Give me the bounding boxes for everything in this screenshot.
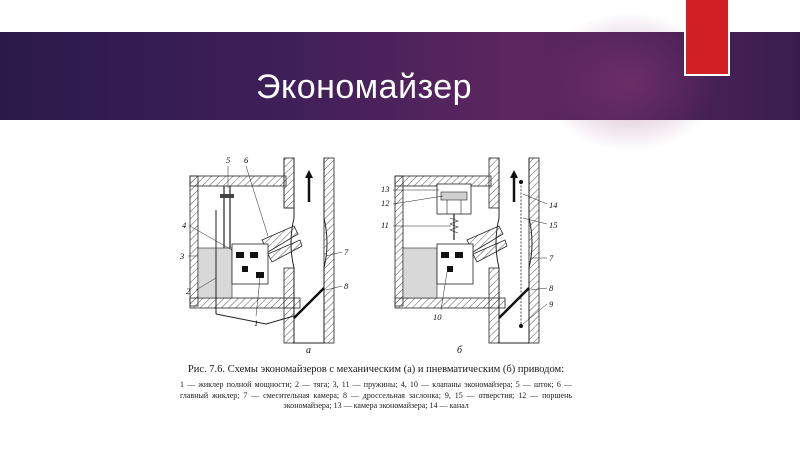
housing-left-wall — [190, 176, 198, 306]
mixing-chamber-wall — [324, 158, 334, 343]
callout-b-13: 13 — [381, 184, 390, 194]
callout-a-3: 3 — [180, 251, 185, 261]
carburetor-diagram — [176, 148, 576, 358]
callout-b-14: 14 — [549, 200, 558, 210]
callout-a-8: 8 — [344, 281, 349, 291]
housing-top-wall — [190, 176, 286, 186]
callout-b-12: 12 — [381, 198, 390, 208]
fuel-chamber — [198, 248, 232, 298]
callout-b-9: 9 — [549, 299, 554, 309]
accent-bar — [684, 0, 730, 76]
slide-title: Экономайзер — [256, 68, 473, 106]
diagram-b — [381, 158, 558, 356]
callout-b-11: 11 — [381, 220, 389, 230]
callout-b-8: 8 — [549, 283, 554, 293]
diagram-svg — [176, 148, 576, 358]
callout-a-2: 2 — [186, 286, 191, 296]
caption-title: Рис. 7.6. Схемы экономайзеров с механическим (а) и пневматическим (б) приводом: — [187, 364, 565, 375]
housing-bottom-wall — [190, 298, 300, 308]
callout-a-1: 1 — [254, 318, 259, 328]
callout-a-5: 5 — [226, 155, 231, 165]
callout-a-6: 6 — [244, 155, 249, 165]
diagram-a — [179, 155, 349, 356]
caption-legend: 1 — жиклер полной мощности; 2 — тяга; 3, 11 — пружины; 4, 10 — клапаны экономайзера; 5 — шток; 6 — главный жиклер; 7 — смесительная камера; 8 — дроссельная заслонка; 9, 15 — отверстия; 12 — поршень экономайзера; 13 — камера экономайзера; 14 — канал — [180, 380, 572, 410]
economizer-piston — [441, 192, 467, 200]
subfigure-label-b: б — [457, 345, 463, 356]
figure-caption — [176, 364, 576, 412]
callout-b-7: 7 — [549, 253, 554, 263]
callout-a-4: 4 — [182, 220, 187, 230]
subfigure-label-a: а — [306, 345, 311, 356]
callout-b-15: 15 — [549, 220, 558, 230]
callout-b-10: 10 — [433, 312, 442, 322]
callout-a-7: 7 — [344, 247, 349, 257]
